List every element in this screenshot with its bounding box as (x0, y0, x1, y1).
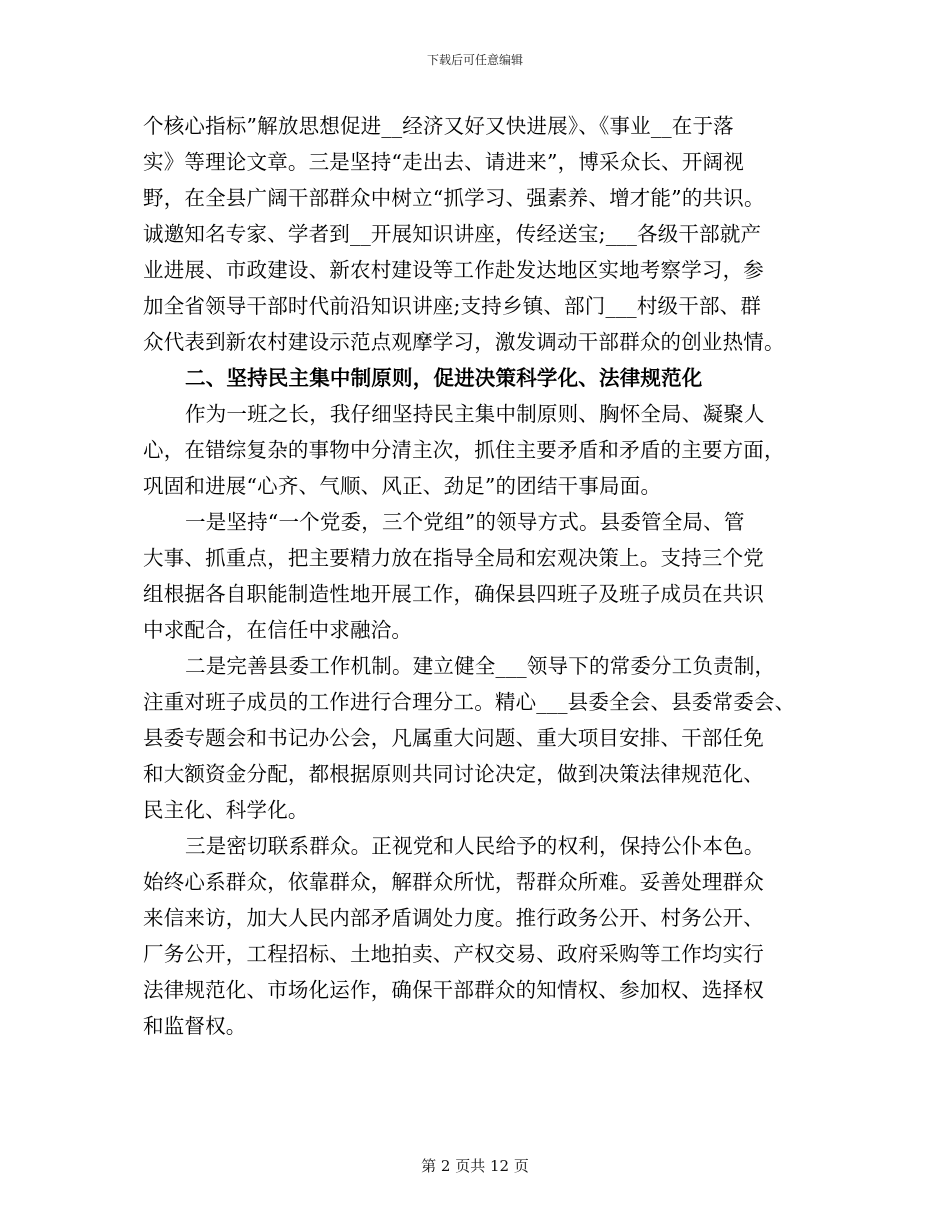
body-line: 大事、抓重点，把主要精力放在指导全局和宏观决策上。支持三个党 (143, 546, 764, 570)
body-line: 作为一班之长，我仔细坚持民主集中制原则、胸怀全局、凝聚人 (185, 402, 765, 426)
body-line: 心，在错综复杂的事物中分清主次，抓住主要矛盾和矛盾的主要方面， (143, 438, 785, 462)
body-line: 个核心指标”解放思想促进__经济又好又快进展》、《事业__在于落 (143, 114, 734, 138)
body-line: 诚邀知名专家、学者到__开展知识讲座，传经送宝;___各级干部就产 (143, 222, 762, 246)
body-line: 和监督权。 (143, 1014, 247, 1038)
body-line: 二是完善县委工作机制。建立健全___领导下的常委分工负责制， (185, 654, 776, 678)
body-line: 实》等理论文章。三是坚持“走出去、请进来”，博采众长、开阔视 (143, 150, 744, 174)
page-header: 下载后可任意编辑 (426, 53, 523, 67)
body-line: 三是密切联系群众。正视党和人民给予的权利，保持公仆本色。 (185, 834, 765, 858)
body-line: 巩固和进展“心齐、气顺、风正、劲足”的团结干事局面。 (143, 474, 662, 498)
page-footer: 第 2 页共 12 页 (421, 1157, 529, 1175)
body-line: 注重对班子成员的工作进行合理分工。精心___县委全会、县委常委会、 (143, 690, 796, 714)
body-line: 一是坚持“一个党委，三个党组”的领导方式。县委管全局、管 (185, 510, 745, 534)
body-line: 县委专题会和书记办公会，凡属重大问题、重大项目安排、干部任免 (143, 726, 764, 750)
body-line: 民主化、科学化。 (143, 798, 309, 822)
body-line: 中求配合，在信任中求融洽。 (143, 618, 413, 642)
body-line: 厂务公开，工程招标、土地拍卖、产权交易、政府采购等工作均实行 (143, 942, 764, 966)
body-line: 组根据各自职能制造性地开展工作，确保县四班子及班子成员在共识 (143, 582, 764, 606)
body-line: 法律规范化、市场化运作，确保干部群众的知情权、参加权、选择权 (143, 978, 764, 1002)
document-body (143, 108, 809, 1044)
body-line: 众代表到新农村建设示范点观摩学习，激发调动干部群众的创业热情。 (143, 330, 785, 354)
body-line: 始终心系群众，依靠群众，解群众所忧，帮群众所难。妥善处理群众 (143, 870, 764, 894)
body-line: 来信来访，加大人民内部矛盾调处力度。推行政务公开、村务公开、 (143, 906, 764, 930)
body-line: 野，在全县广阔干部群众中树立“抓学习、强素养、增才能”的共识。 (143, 186, 765, 210)
body-line: 加全省领导干部时代前沿知识讲座;支持乡镇、部门___村级干部、群 (143, 294, 762, 318)
section-heading: 二、坚持民主集中制原则，促进决策科学化、法律规范化 (185, 366, 703, 390)
body-line: 业进展、市政建设、新农村建设等工作赴发达地区实地考察学习，参 (143, 258, 764, 282)
body-line: 和大额资金分配，都根据原则共同讨论决定，做到决策法律规范化、 (143, 762, 764, 786)
